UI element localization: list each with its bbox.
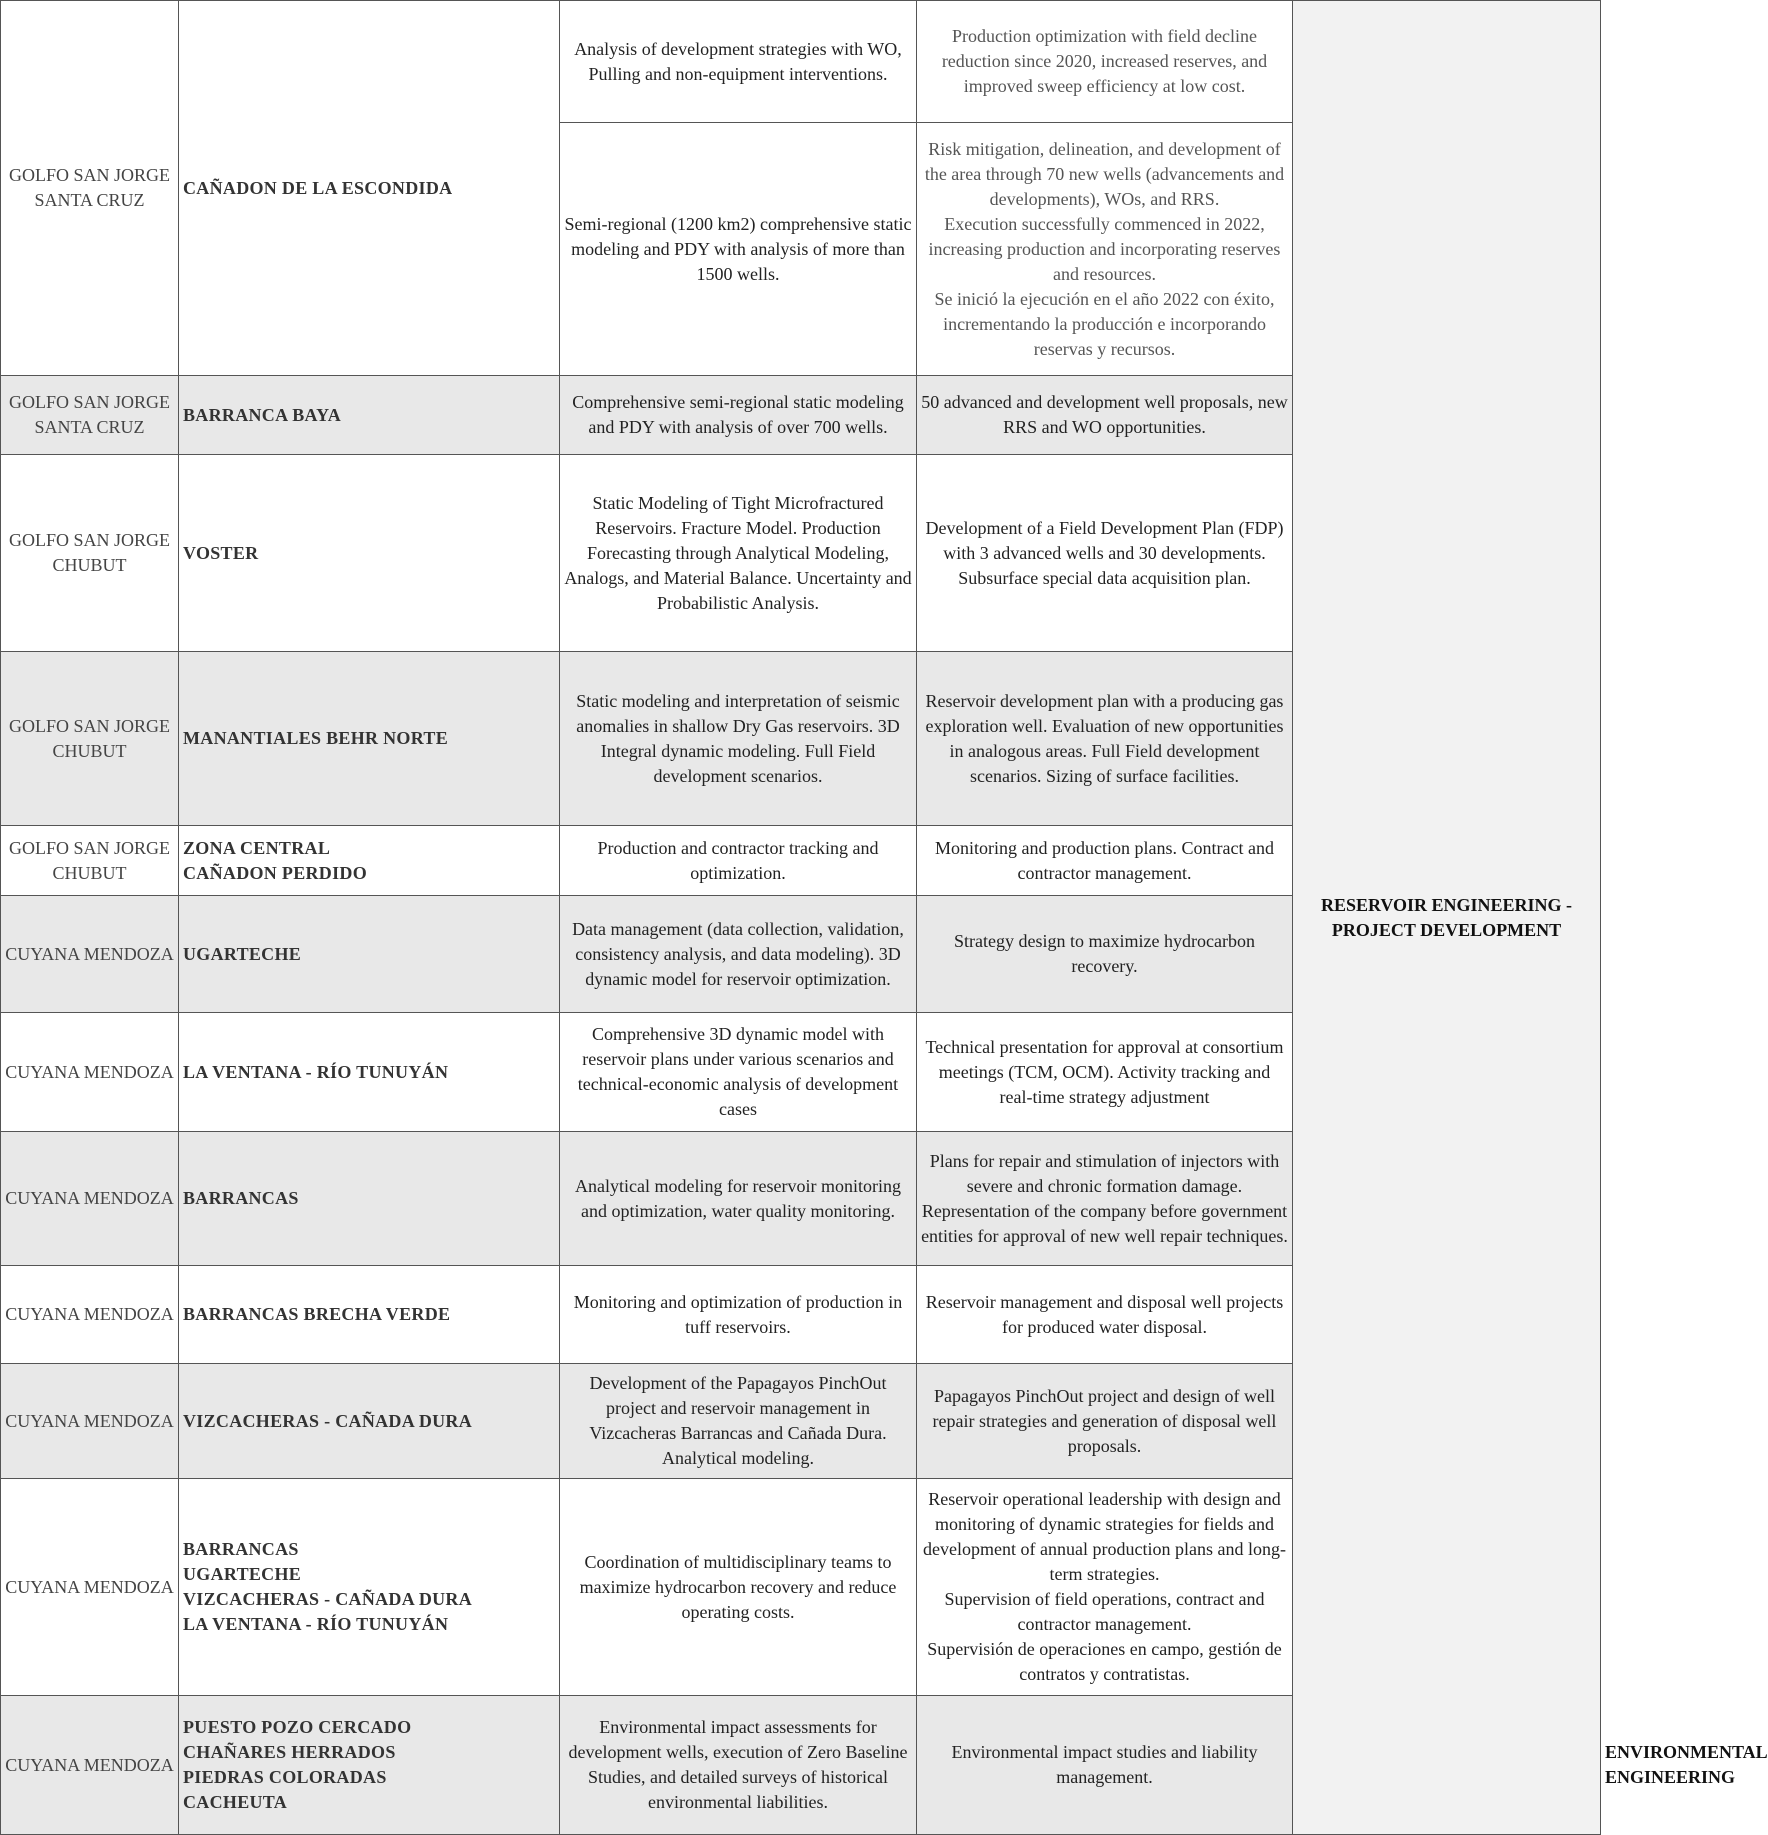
description-cell: Production and contractor tracking and optimization.	[560, 826, 917, 896]
result-line: Reservoir development plan with a producing gas exploration well. Evaluation of new opportunities in analogous areas. Full Field development scenarios. Sizing of surface facilities.	[925, 690, 1284, 786]
description-cell: Semi-regional (1200 km2) comprehensive static modeling and PDY with analysis of more than 1500 wells.	[560, 123, 917, 376]
field-name: CAÑADON PERDIDO	[183, 862, 367, 883]
description-cell: Environmental impact assessments for development wells, execution of Zero Baseline Studies, and detailed surveys of historical environmental liabilities.	[560, 1696, 917, 1835]
field-name: CACHEUTA	[183, 1792, 288, 1812]
result-cell	[917, 455, 1293, 652]
field-name: BARRANCAS	[183, 1188, 299, 1208]
field-name: BARRANCAS	[183, 1539, 299, 1559]
basin-cell: CUYANA MENDOZA	[1, 896, 179, 1013]
basin-cell: CUYANA MENDOZA	[1, 1132, 179, 1266]
area-label-reservoir: RESERVOIR ENGINEERING - PROJECT DEVELOPMENT	[1293, 1, 1601, 1835]
field-name: MANANTIALES BEHR NORTE	[183, 728, 449, 748]
result-cell	[917, 1364, 1293, 1479]
field-name: BARRANCAS BRECHA VERDE	[183, 1304, 451, 1324]
basin-cell: GOLFO SAN JORGE CHUBUT	[1, 455, 179, 652]
result-cell	[917, 652, 1293, 826]
table-row	[1, 1, 1601, 123]
result-cell	[917, 1696, 1293, 1835]
description-cell: Comprehensive 3D dynamic model with reservoir plans under various scenarios and technical-economic analysis of development cases	[560, 1013, 917, 1132]
field-name: VIZCACHERAS - CAÑADA DURA	[183, 1410, 473, 1431]
field-name: LA VENTANA - RÍO TUNUYÁN	[183, 1061, 449, 1082]
result-line: Monitoring and production plans. Contract and contractor management.	[935, 837, 1274, 883]
field-cell	[179, 826, 560, 896]
result-line: Supervisión de operaciones en campo, gestión de contratos y contratistas.	[927, 1639, 1282, 1684]
result-cell	[917, 1479, 1293, 1696]
field-name: UGARTECHE	[183, 1564, 302, 1584]
field-name: BARRANCA BAYA	[183, 404, 342, 425]
basin-cell: GOLFO SAN JORGE SANTA CRUZ	[1, 376, 179, 455]
result-cell	[917, 1132, 1293, 1266]
field-cell	[179, 1, 560, 376]
field-cell	[179, 1013, 560, 1132]
description-cell: Development of the Papagayos PinchOut project and reservoir management in Vizcacheras Barrancas and Cañada Dura. Analytical modeling.	[560, 1364, 917, 1479]
field-cell	[179, 1266, 560, 1364]
result-line: Execution successfully commenced in 2022, increasing production and incorporating reserves and resources.	[928, 213, 1281, 284]
description-cell: Coordination of multidisciplinary teams to maximize hydrocarbon recovery and reduce operating costs.	[560, 1479, 917, 1696]
field-name: CAÑADON DE LA ESCONDIDA	[183, 177, 453, 198]
field-name: UGARTECHE	[183, 943, 302, 964]
result-cell	[917, 376, 1293, 455]
result-line: Risk mitigation, delineation, and development of the area through 70 new wells (advancements and developments), WOs, and RRS.	[924, 138, 1285, 209]
result-cell	[917, 123, 1293, 376]
description-cell: Data management (data collection, validation, consistency analysis, and data modeling). 3D dynamic model for reservoir optimization.	[560, 896, 917, 1013]
field-name: VIZCACHERAS - CAÑADA DURA	[183, 1589, 473, 1609]
field-name: CHAÑARES HERRADOS	[183, 1742, 396, 1762]
description-cell: Analysis of development strategies with WO, Pulling and non-equipment interventions.	[560, 1, 917, 123]
field-name: LA VENTANA - RÍO TUNUYÁN	[183, 1614, 449, 1634]
result-line: Papagayos PinchOut project and design of well repair strategies and generation of disposal well proposals.	[932, 1385, 1277, 1456]
result-line: Environmental impact studies and liability management.	[951, 1742, 1258, 1787]
result-cell	[917, 1013, 1293, 1132]
basin-cell: CUYANA MENDOZA	[1, 1364, 179, 1479]
description-cell: Analytical modeling for reservoir monitoring and optimization, water quality monitoring.	[560, 1132, 917, 1266]
result-line: Se inició la ejecución en el año 2022 con éxito, incrementando la producción e incorporando reservas y recursos.	[934, 288, 1275, 359]
field-cell	[179, 1364, 560, 1479]
result-line: Reservoir operational leadership with design and monitoring of dynamic strategies for fields and development of annual production plans and long-term strategies.	[923, 1489, 1286, 1584]
field-cell	[179, 1479, 560, 1696]
basin-cell: GOLFO SAN JORGE SANTA CRUZ	[1, 1, 179, 376]
description-cell: Static Modeling of Tight Microfractured Reservoirs. Fracture Model. Production Forecasting through Analytical Modeling, Analogs, and Material Balance. Uncertainty and Probabilistic Analysis.	[560, 455, 917, 652]
field-cell	[179, 376, 560, 455]
basin-cell: GOLFO SAN JORGE CHUBUT	[1, 826, 179, 896]
basin-cell: CUYANA MENDOZA	[1, 1013, 179, 1132]
basin-cell: CUYANA MENDOZA	[1, 1696, 179, 1835]
field-cell	[179, 1132, 560, 1266]
result-cell	[917, 826, 1293, 896]
basin-cell: CUYANA MENDOZA	[1, 1266, 179, 1364]
field-name: ZONA CENTRAL	[183, 837, 331, 858]
field-cell	[179, 896, 560, 1013]
description-cell: Static modeling and interpretation of seismic anomalies in shallow Dry Gas reservoirs. 3D Integral dynamic modeling. Full Field development scenarios.	[560, 652, 917, 826]
result-line: Development of a Field Development Plan (FDP) with 3 advanced wells and 30 developments. Subsurface special data acquisition plan.	[925, 517, 1284, 588]
basin-cell: CUYANA MENDOZA	[1, 1479, 179, 1696]
result-cell	[917, 896, 1293, 1013]
result-line: Strategy design to maximize hydrocarbon recovery.	[954, 931, 1255, 976]
result-line: Reservoir management and disposal well projects for produced water disposal.	[925, 1291, 1284, 1337]
field-cell	[179, 652, 560, 826]
description-cell: Comprehensive semi-regional static modeling and PDY with analysis of over 700 wells.	[560, 376, 917, 455]
basin-cell: GOLFO SAN JORGE CHUBUT	[1, 652, 179, 826]
field-name: PIEDRAS COLORADAS	[183, 1767, 387, 1787]
table-row: CUYANA MENDOZA PUESTO POZO CERCADO CHAÑARES HERRADOS PIEDRAS COLORADAS CACHEUTA Environmental impact assessments for development wells, execution of Zero Baseline Studies, and detailed surveys of historical environmental liabilities. Environmental impact studies and liability management. ENVIRONMENTAL ENGINEERING	[1, 1696, 1601, 1835]
result-line: Supervision of field operations, contract and contractor management.	[944, 1589, 1265, 1634]
result-cell	[917, 1, 1293, 123]
field-name: VOSTER	[183, 542, 259, 563]
result-line: 50 advanced and development well proposals, new RRS and WO opportunities.	[921, 392, 1288, 437]
field-name: PUESTO POZO CERCADO	[183, 1717, 412, 1737]
field-cell	[179, 455, 560, 652]
field-cell	[179, 1696, 560, 1835]
result-line: Technical presentation for approval at consortium meetings (TCM, OCM). Activity tracking and real-time strategy adjustment	[925, 1036, 1284, 1107]
result-cell	[917, 1266, 1293, 1364]
description-cell: Monitoring and optimization of production in tuff reservoirs.	[560, 1266, 917, 1364]
result-line: Production optimization with field decline reduction since 2020, increased reserves, and improved sweep efficiency at low cost.	[941, 26, 1268, 96]
result-line: Plans for repair and stimulation of injectors with severe and chronic formation damage. Representation of the company before government entities for approval of new well repair techniques.	[921, 1150, 1288, 1246]
